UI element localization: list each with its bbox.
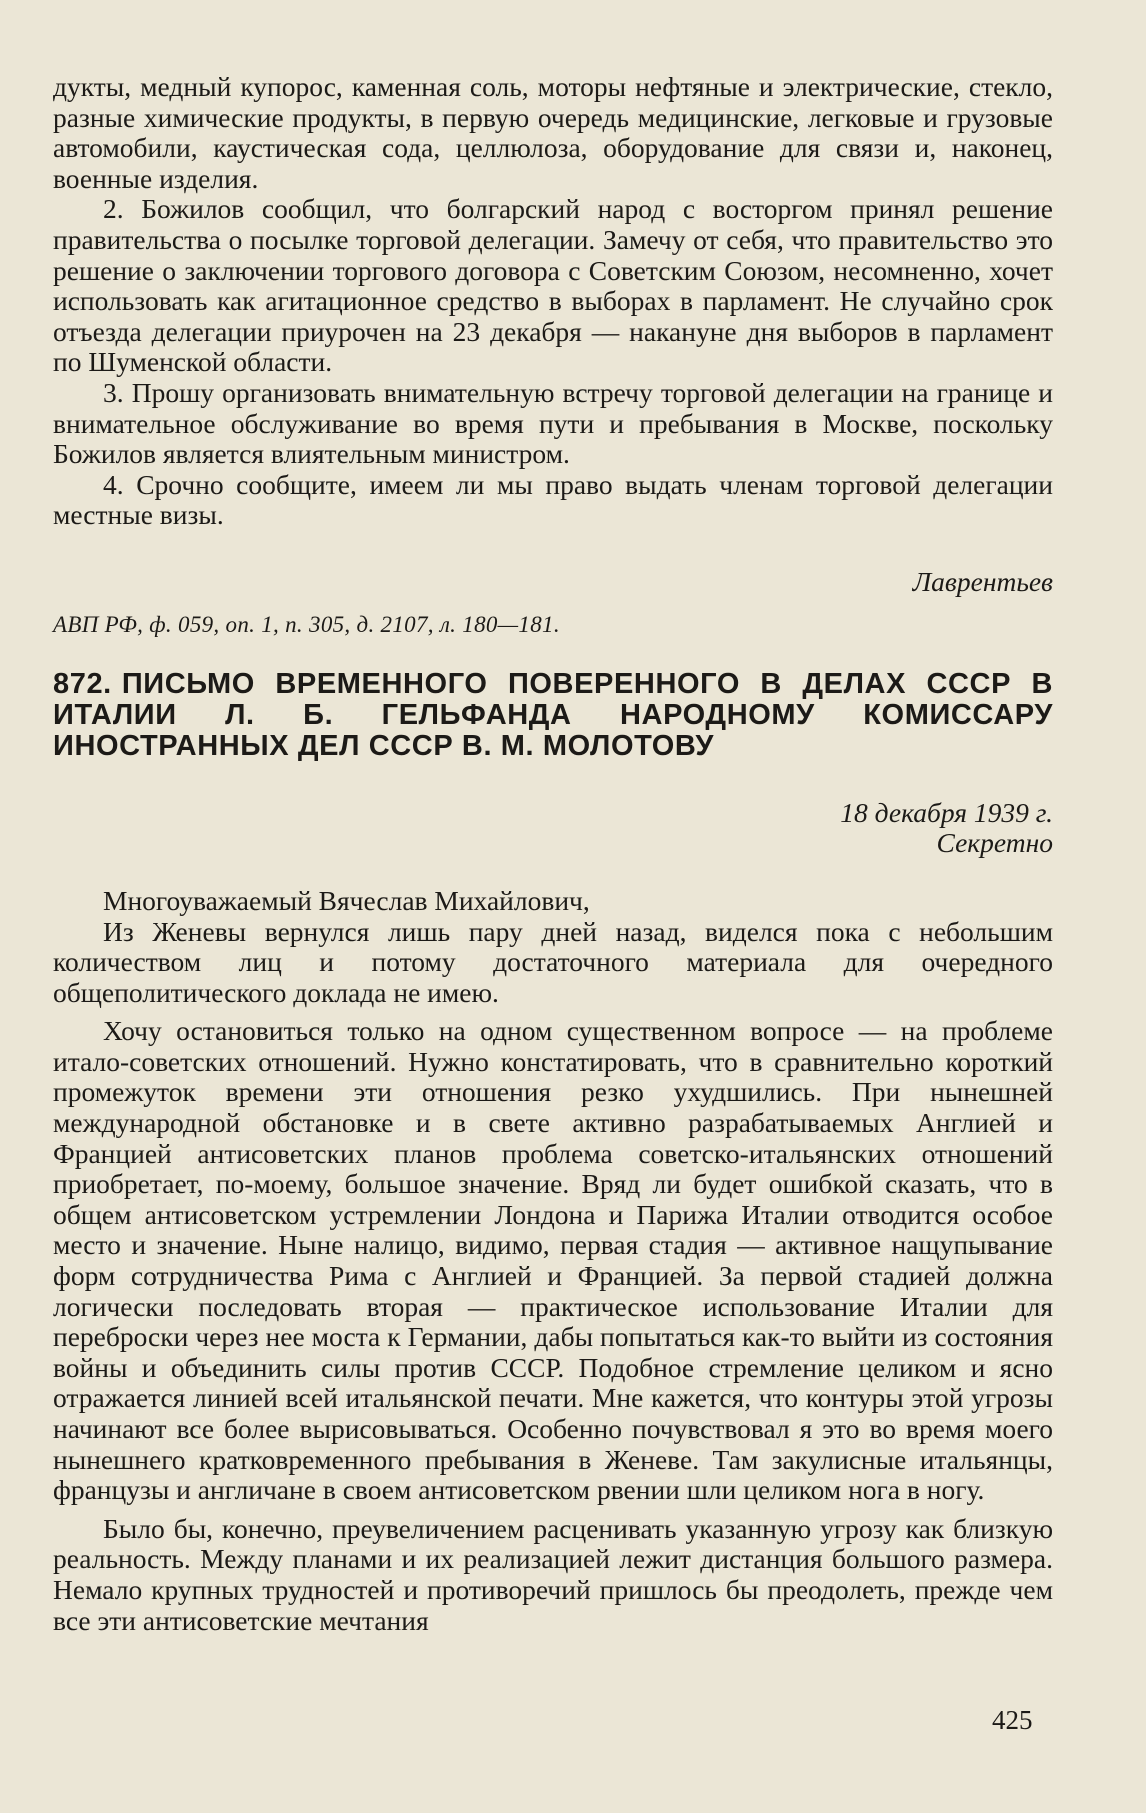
document-date: 18 декабря 1939 г. [840, 796, 1053, 828]
previous-document-continuation [53, 72, 1053, 531]
paragraph: дукты, медный купорос, каменная соль, моторы нефтяные и электрические, стекло, разные химические продукты, в первую очередь медицинские, легковые и грузовые автомобили, каустическая сода, целлюлоза, оборудование для связи и, наконец, военные изделия. [53, 71, 1053, 194]
paragraph: 4. Срочно сообщите, имеем ли мы право выдать членам торговой делегации местные визы. [53, 468, 1053, 531]
paragraph: 3. Прошу организовать внимательную встречу торговой делегации на границе и внимательное обслуживание во время пути и пребывания в Москве, поскольку Божилов является влиятельным министром. [53, 376, 1053, 470]
paragraph: Хочу остановиться только на одном существенном вопросе — на проблеме итало-советских отношений. Нужно констатировать, что в сравнительно короткий промежуток времени эти отношения резко ухудшились. При нынешней международной обстановке и в свете активно разрабатываемых Англией и Францией антисоветских планов проблема советско-итальянских отношений приобретает, по-моему, большое значение. Вряд ли будет ошибкой сказать, что в общем антисоветском устремлении Лондона и Парижа Италии отводится особое место и значение. Ныне налицо, видимо, первая стадия — активное нащупывание форм сотрудничества Рима с Англией и Францией. За первой стадией должна логически последовать вторая — практическое использование Италии для переброски через нее моста к Германии, дабы попытаться как-то выйти из состояния войны и объединить силы против СССР. Подобное стремление целиком и ясно отражается линией всей итальянской печати. Мне кажется, что контуры этой угрозы начинают все более вырисовываться. Особенно почувствовал я это во время моего нынешнего кратковременного пребывания в Женеве. Там закулисные итальянцы, французы и англичане в своем антисоветском рвении шли целиком нога в ногу. [53, 1015, 1053, 1506]
page-number: 425 [992, 1705, 1033, 1735]
paragraph: Было бы, конечно, преувеличением расценивать указанную угрозу как близкую реальность. Между планами и их реализацией лежит дистанция большого размера. Немало крупных трудностей и противоречий пришлось бы преодолеть, прежде чем все эти антисоветские мечтания [53, 1512, 1053, 1636]
salutation: Многоуважаемый Вячеслав Михайлович, [103, 884, 590, 916]
document-number: 872. [53, 667, 112, 700]
document-title [53, 669, 1053, 762]
page-content [53, 72, 1053, 1636]
archive-source: АВП РФ, ф. 059, оп. 1, п. 305, д. 2107, л. 180—181. [53, 611, 560, 637]
paragraph: 2. Божилов сообщил, что болгарский народ с восторгом принял решение правительства о посылке торговой делегации. Замечу от себя, что правительство это решение о заключении торгового договора с Советским Союзом, несомненно, хочет использовать как агитационное средство в выборах в парламент. Не случайно срок отъезда делегации приурочен на 23 декабря — накануне дня выборов в парламент по Шуменской области. [53, 193, 1053, 378]
document-title-text: ПИСЬМО ВРЕМЕННОГО ПОВЕРЕННОГО В ДЕЛАХ СССР В ИТАЛИИ Л. Б. ГЕЛЬФАНДА НАРОДНОМУ КОМИССАРУ ИНОСТРАННЫХ ДЕЛ СССР В. М. МОЛОТОВУ [53, 667, 1053, 762]
signature: Лаврентьев [912, 565, 1053, 597]
classification-label: Секретно [936, 826, 1053, 858]
paragraph: Из Женевы вернулся лишь пару дней назад, виделся пока с небольшим количеством лиц и потому достаточного материала для очередного общеполитического доклада не имею. [53, 915, 1053, 1008]
